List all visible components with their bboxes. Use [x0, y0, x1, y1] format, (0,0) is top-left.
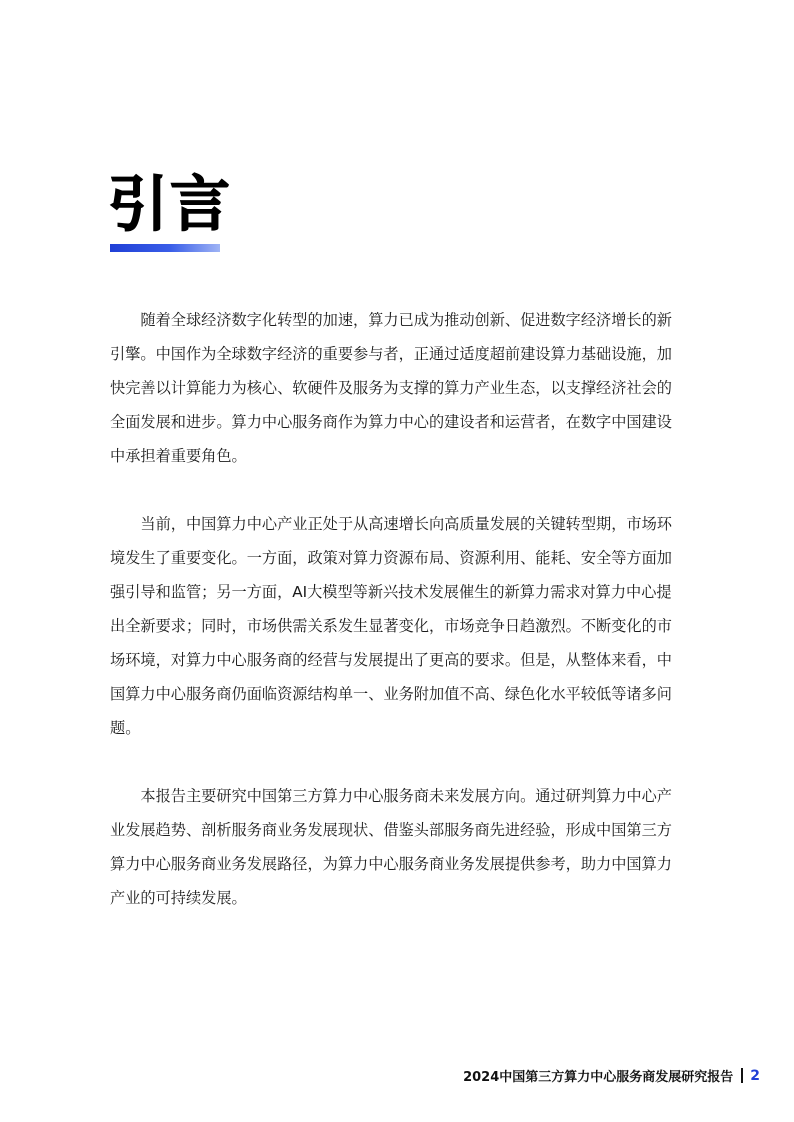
page-title: 引言	[108, 170, 232, 240]
footer-separator	[741, 1068, 743, 1083]
footer-report-title: 2024中国第三方算力中心服务商发展研究报告	[463, 1070, 734, 1085]
paragraph-1: 随着全球经济数字化转型的加速，算力已成为推动创新、促进数字经济增长的新引擎。中国作为全球数字经济的重要参与者，正通过适度超前建设算力基础设施，加快完善以计算能力为核心、软硬件及服务为支撑的算力产业生态，以支撑经济社会的全面发展和进步。算力中心服务商作为算力中心的建设者和运营者，在数字中国建设中承担着重要角色。	[110, 311, 672, 465]
paragraph-3: 本报告主要研究中国第三方算力中心服务商未来发展方向。通过研判算力中心产业发展趋势、剖析服务商业务发展现状、借鉴头部服务商先进经验，形成中国第三方算力中心服务商业务发展路径，为算力中心服务商业务发展提供参考，助力中国算力产业的可持续发展。	[110, 787, 672, 907]
page-number: 2	[750, 1067, 760, 1084]
paragraph-2: 当前，中国算力中心产业正处于从高速增长向高质量发展的关键转型期，市场环境发生了重要变化。一方面，政策对算力资源布局、资源利用、能耗、安全等方面加强引导和监管；另一方面，AI大模型等新兴技术发展催生的新算力需求对算力中心提出全新要求；同时，市场供需关系发生显著变化，市场竞争日趋激烈。不断变化的市场环境，对算力中心服务商的经营与发展提出了更高的要求。但是，从整体来看，中国算力中心服务商仍面临资源结构单一、业务附加值不高、绿色化水平较低等诸多问题。	[110, 515, 672, 737]
page-footer	[463, 1066, 760, 1085]
body-text	[110, 303, 684, 949]
title-underline-bar	[110, 244, 220, 252]
